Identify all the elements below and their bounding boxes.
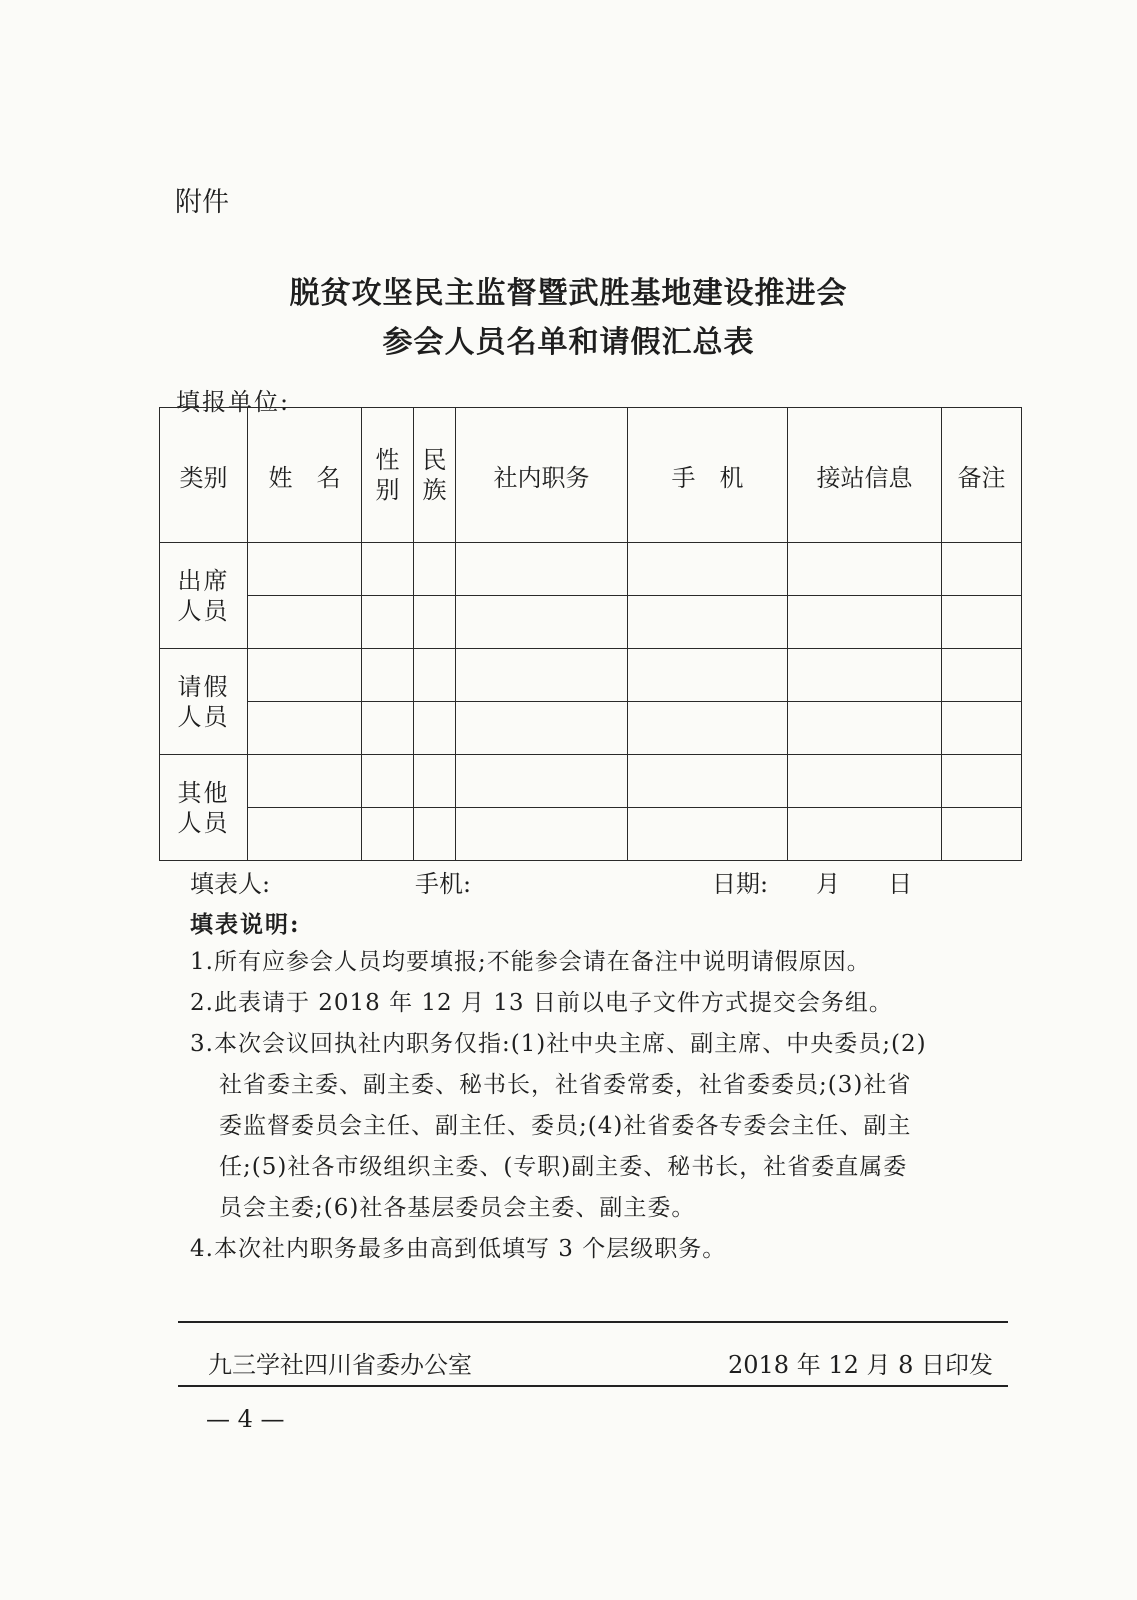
header-gender: 性 别 [362, 408, 414, 543]
table-cell[interactable] [456, 543, 628, 596]
header-position: 社内职务 [456, 408, 628, 543]
page-number: — 4 — [206, 1405, 285, 1433]
attendee-form-table [159, 407, 1022, 861]
note-item: 3.本次会议回执社内职务仅指:(1)社中央主席、副主席、中央委员;(2) [190, 1031, 927, 1057]
table-cell[interactable] [788, 649, 942, 702]
note-item: 任;(5)社各市级组织主委、(专职)副主委、秘书长，社省委直属委 [219, 1154, 908, 1180]
category-others: 其他 人员 [160, 755, 248, 861]
header-name: 姓 名 [248, 408, 362, 543]
table-cell[interactable] [788, 755, 942, 808]
table-cell[interactable] [248, 808, 362, 861]
note-item: 社省委主委、副主委、秘书长，社省委常委，社省委委员;(3)社省 [219, 1072, 912, 1098]
table-cell[interactable] [942, 702, 1022, 755]
header-remark: 备注 [942, 408, 1022, 543]
note-item: 4.本次社内职务最多由高到低填写 3 个层级职务。 [190, 1236, 727, 1262]
table-cell[interactable] [942, 596, 1022, 649]
header-category: 类别 [160, 408, 248, 543]
issue-date: 2018 年 12 月 8 日印发 [728, 1351, 994, 1379]
table-cell[interactable] [788, 596, 942, 649]
table-cell[interactable] [456, 702, 628, 755]
header-phone: 手 机 [628, 408, 788, 543]
table-header-row [160, 408, 1022, 543]
table-cell[interactable] [628, 649, 788, 702]
table-cell[interactable] [248, 543, 362, 596]
table-cell[interactable] [942, 649, 1022, 702]
table-cell[interactable] [248, 596, 362, 649]
table-cell[interactable] [942, 543, 1022, 596]
table-cell[interactable] [628, 702, 788, 755]
table-cell[interactable] [414, 808, 456, 861]
table-cell[interactable] [414, 596, 456, 649]
table-cell[interactable] [414, 702, 456, 755]
table-cell[interactable] [362, 596, 414, 649]
table-row [160, 702, 1022, 755]
footer-top-rule [178, 1321, 1008, 1323]
table-cell[interactable] [456, 755, 628, 808]
table-cell[interactable] [628, 596, 788, 649]
table-cell[interactable] [362, 649, 414, 702]
table-cell[interactable] [788, 702, 942, 755]
table-row [160, 649, 1022, 702]
reporting-unit-label: 填报单位: [176, 388, 291, 416]
table-cell[interactable] [788, 808, 942, 861]
fill-date-label: 日期: 月 日 [712, 870, 913, 898]
table-cell[interactable] [248, 649, 362, 702]
note-item: 1.所有应参会人员均要填报;不能参会请在备注中说明请假原因。 [190, 949, 871, 975]
table-cell[interactable] [414, 649, 456, 702]
table-cell[interactable] [456, 596, 628, 649]
table-row [160, 808, 1022, 861]
category-attending: 出席 人员 [160, 543, 248, 649]
table-cell[interactable] [362, 543, 414, 596]
footer-bottom-rule [178, 1385, 1008, 1387]
document-title-line1: 脱贫攻坚民主监督暨武胜基地建设推进会 [289, 276, 848, 311]
table-cell[interactable] [362, 702, 414, 755]
header-pickup-info: 接站信息 [788, 408, 942, 543]
attachment-label: 附件 [175, 187, 229, 218]
note-item: 员会主委;(6)社各基层委员会主委、副主委。 [219, 1195, 696, 1221]
table-cell[interactable] [456, 808, 628, 861]
table-cell[interactable] [414, 755, 456, 808]
issuer-name: 九三学社四川省委办公室 [208, 1351, 472, 1379]
header-ethnicity: 民 族 [414, 408, 456, 543]
table-cell[interactable] [248, 702, 362, 755]
table-cell[interactable] [628, 808, 788, 861]
table-cell[interactable] [248, 755, 362, 808]
table-cell[interactable] [628, 755, 788, 808]
filler-label: 填表人: [190, 870, 271, 898]
table-cell[interactable] [628, 543, 788, 596]
table-cell[interactable] [456, 649, 628, 702]
table-cell[interactable] [942, 808, 1022, 861]
table-cell[interactable] [414, 543, 456, 596]
table-cell[interactable] [942, 755, 1022, 808]
note-item: 委监督委员会主任、副主任、委员;(4)社省委各专委会主任、副主 [219, 1113, 912, 1139]
notes-title: 填表说明: [190, 911, 301, 938]
table-cell[interactable] [362, 808, 414, 861]
table-cell[interactable] [362, 755, 414, 808]
table-cell[interactable] [788, 543, 942, 596]
filler-phone-label: 手机: [415, 870, 472, 898]
table-row [160, 755, 1022, 808]
document-title-line2: 参会人员名单和请假汇总表 [382, 325, 755, 360]
table-row [160, 596, 1022, 649]
category-on-leave: 请假 人员 [160, 649, 248, 755]
table-row [160, 543, 1022, 596]
note-item: 2.此表请于 2018 年 12 月 13 日前以电子文件方式提交会务组。 [190, 990, 893, 1016]
